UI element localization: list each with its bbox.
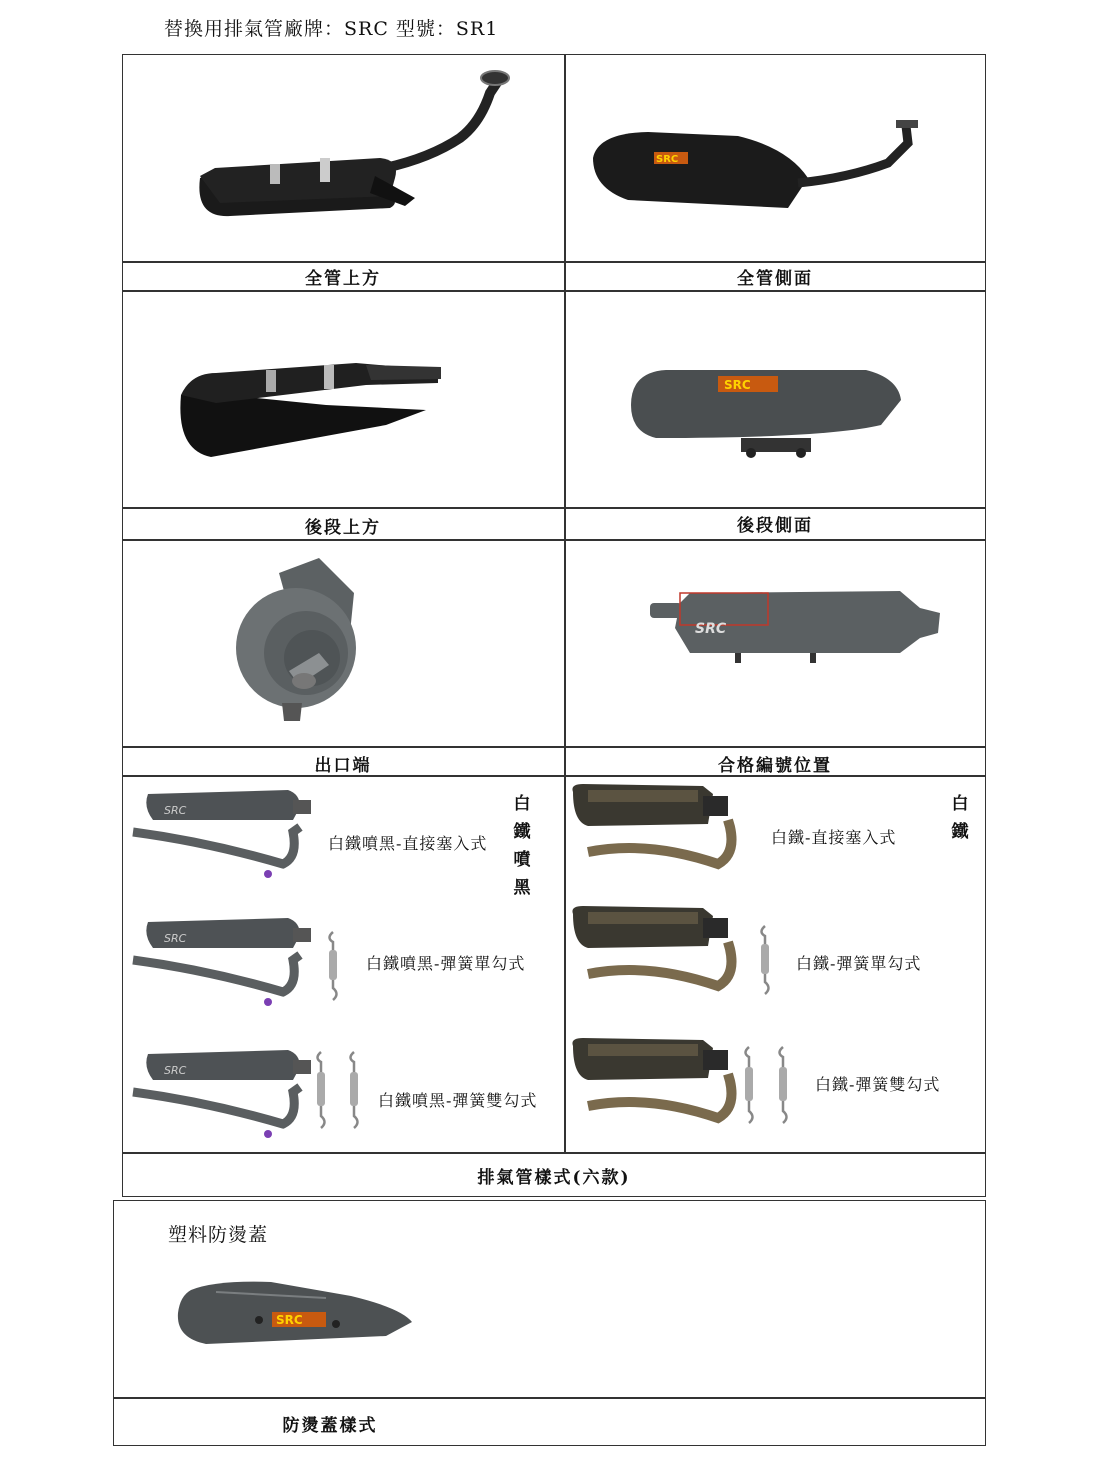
outlet-end-photo	[234, 553, 364, 723]
caption-rear-top: 後段上方	[305, 518, 381, 538]
page-header: 替換用排氣管廠牌：SRC 型號：SR1	[164, 18, 499, 40]
svg-text:SRC: SRC	[724, 378, 751, 392]
svg-text:SRC: SRC	[695, 621, 727, 637]
rear-side-photo	[626, 360, 906, 465]
cover-title: 塑料防燙蓋	[168, 1224, 269, 1246]
stainless-single-spring-photo	[568, 904, 748, 994]
spring-icon	[343, 1050, 365, 1130]
svg-text:SRC: SRC	[164, 932, 187, 945]
spring-icon	[322, 930, 344, 1002]
style-right-1-label: 白鐵-直接塞入式	[771, 828, 897, 847]
caption-cover-style: 防燙蓋樣式	[282, 1416, 378, 1436]
black-single-spring-photo	[128, 910, 313, 1015]
full-pipe-top-photo	[190, 68, 530, 228]
style-right-2-label: 白鐵-彈簧單勾式	[796, 954, 922, 973]
caption-full-top: 全管上方	[305, 269, 381, 289]
stainless-double-spring-photo	[568, 1036, 748, 1126]
svg-text:SRC: SRC	[276, 1313, 303, 1327]
caption-styles: 排氣管樣式(六款)	[477, 1168, 631, 1188]
full-pipe-side-photo	[588, 118, 948, 218]
caption-outlet: 出口端	[314, 756, 372, 776]
column-divider	[564, 54, 566, 1152]
style-left-2-label: 白鐵噴黑-彈簧單勾式	[366, 954, 526, 973]
caption-cert-position: 合格編號位置	[718, 756, 832, 776]
svg-text:SRC: SRC	[164, 804, 187, 817]
stainless-direct-photo	[568, 782, 748, 872]
spring-icon	[754, 924, 776, 996]
left-tag-vertical: 白 鐵 噴 黑	[513, 794, 531, 898]
style-right-3-label: 白鐵-彈簧雙勾式	[815, 1075, 941, 1094]
right-tag-vertical: 白 鐵	[951, 794, 969, 842]
caption-rear-side: 後段側面	[737, 516, 813, 536]
spring-icon	[738, 1045, 760, 1125]
src-logo: SRC	[656, 154, 679, 165]
spring-icon	[772, 1045, 794, 1125]
black-double-spring-photo	[128, 1042, 313, 1147]
style-left-3-label: 白鐵噴黑-彈簧雙勾式	[378, 1091, 538, 1110]
caption-full-side: 全管側面	[737, 269, 813, 289]
heat-shield-photo	[176, 1278, 416, 1348]
spring-icon	[310, 1050, 332, 1130]
rear-top-photo	[176, 355, 446, 465]
style-left-1-label: 白鐵噴黑-直接塞入式	[328, 834, 488, 853]
certification-position-photo	[650, 583, 940, 673]
svg-text:SRC: SRC	[164, 1064, 187, 1077]
black-direct-photo	[128, 782, 313, 887]
